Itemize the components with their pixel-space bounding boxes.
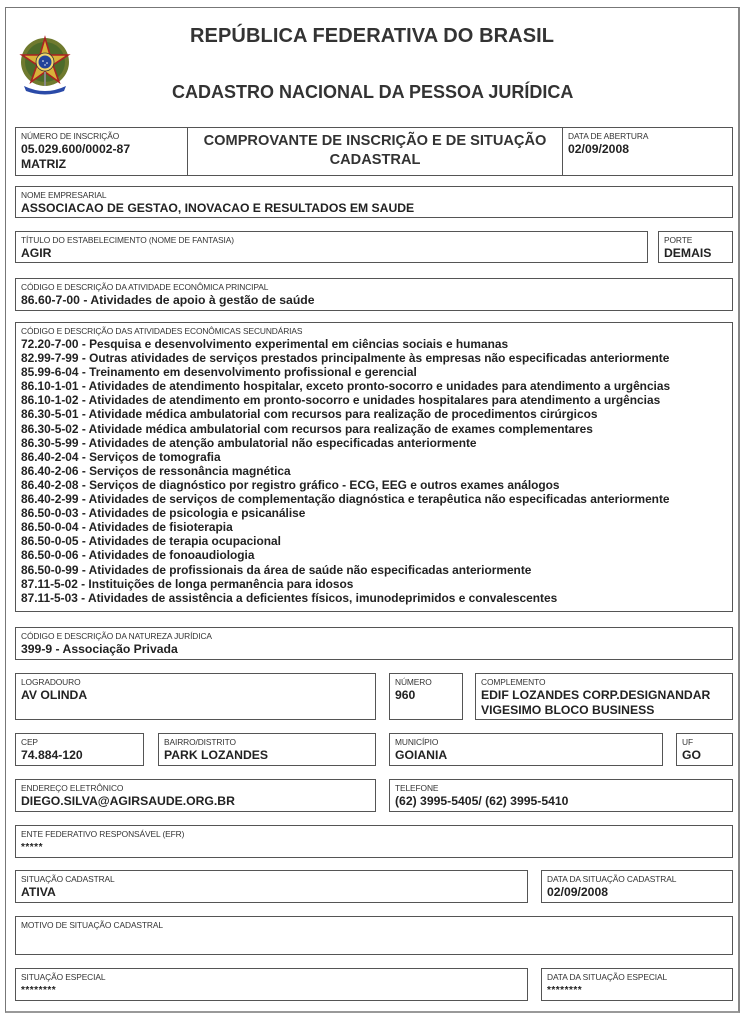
situacao-cadastral-value: ATIVA	[21, 885, 56, 899]
data-situacao-especial-box	[541, 968, 733, 1001]
natureza-juridica-value: 399-9 - Associação Privada	[21, 642, 178, 656]
list-item: 86.40-2-06 - Serviços de ressonância magnética	[21, 463, 291, 478]
titulo-value: AGIR	[21, 246, 52, 260]
complemento-line2: VIGESIMO BLOCO BUSINESS	[481, 703, 655, 717]
list-item: 72.20-7-00 - Pesquisa e desenvolvimento experimental em ciências sociais e humanas	[21, 337, 509, 351]
numero-value: 960	[395, 688, 416, 702]
atividades-secundarias-box	[15, 322, 733, 612]
email-value: DIEGO.SILVA@AGIRSAUDE.ORG.BR	[21, 794, 235, 808]
situacao-cadastral-label: SITUAÇÃO CADASTRAL	[21, 874, 115, 884]
brazil-coat-of-arms-icon	[18, 34, 72, 98]
comprovante-box	[187, 127, 563, 176]
comprovante-line1: COMPROVANTE DE INSCRIÇÃO E DE SITUAÇÃO	[203, 133, 547, 149]
natureza-juridica-label: CÓDIGO E DESCRIÇÃO DA NATUREZA JURÍDICA	[21, 631, 212, 641]
uf-value: GO	[682, 748, 701, 762]
abertura-value: 02/09/2008	[568, 142, 629, 156]
list-item: 86.10-1-01 - Atividades de atendimento hospitalar, exceto pronto-socorro e unidades para atendimento a urgências	[21, 379, 671, 394]
titulo-box	[15, 231, 648, 263]
email-box	[15, 779, 376, 812]
list-item: 86.40-2-08 - Serviços de diagnóstico por registro gráfico - ECG, EEG e outros exames análogos	[21, 477, 560, 492]
situacao-especial-label: SITUAÇÃO ESPECIAL	[21, 972, 106, 982]
data-situacao-cadastral-box	[541, 870, 733, 903]
abertura-box	[562, 127, 733, 176]
titulo-label: TÍTULO DO ESTABELECIMENTO (NOME DE FANTASIA)	[21, 235, 234, 245]
list-item: 86.50-0-05 - Atividades de terapia ocupacional	[21, 534, 281, 549]
numero-box	[389, 673, 463, 720]
nome-empresarial-value: ASSOCIACAO DE GESTAO, INOVACAO E RESULTADOS EM SAUDE	[21, 201, 415, 215]
page-title: REPÚBLICA FEDERATIVA DO BRASIL	[190, 25, 555, 47]
list-item: 86.50-0-06 - Atividades de fonoaudiologia	[21, 548, 255, 563]
porte-box	[658, 231, 733, 263]
complemento-label: COMPLEMENTO	[481, 677, 546, 687]
nome-empresarial-box	[15, 186, 733, 218]
porte-label: PORTE	[664, 235, 693, 245]
complemento-box	[475, 673, 733, 720]
list-item: 86.50-0-04 - Atividades de fisioterapia	[21, 520, 233, 535]
list-item: 86.40-2-04 - Serviços de tomografia	[21, 449, 221, 464]
atividade-principal-box	[15, 278, 733, 311]
data-situacao-cadastral-label: DATA DA SITUAÇÃO CADASTRAL	[547, 874, 677, 884]
nome-empresarial-label: NOME EMPRESARIAL	[21, 190, 107, 200]
motivo-situacao-box	[15, 916, 733, 955]
uf-label: UF	[682, 737, 693, 747]
inscricao-tipo: MATRIZ	[21, 157, 67, 171]
list-item: 86.30-5-02 - Atividade médica ambulatorial com recursos para realização de exames complementares	[21, 421, 593, 436]
situacao-cadastral-box	[15, 870, 528, 903]
situacao-especial-box	[15, 968, 528, 1001]
situacao-especial-value: ********	[21, 985, 57, 996]
comprovante-line2: CADASTRAL	[329, 152, 421, 168]
atividade-principal-label: CÓDIGO E DESCRIÇÃO DA ATIVIDADE ECONÔMICA PRINCIPAL	[21, 282, 269, 292]
cep-label: CEP	[21, 737, 38, 747]
abertura-label: DATA DE ABERTURA	[568, 131, 649, 141]
telefone-value: (62) 3995-5405/ (62) 3995-5410	[395, 794, 569, 808]
numero-label: NÚMERO	[395, 677, 432, 687]
atividade-principal-value: 86.60-7-00 - Atividades de apoio à gestão de saúde	[21, 293, 315, 307]
logradouro-value: AV OLINDA	[21, 688, 88, 702]
logradouro-label: LOGRADOURO	[21, 677, 81, 687]
page-subtitle: CADASTRO NACIONAL DA PESSOA JURÍDICA	[172, 82, 574, 102]
logradouro-box	[15, 673, 376, 720]
inscricao-box	[15, 127, 188, 176]
municipio-value: GOIANIA	[395, 748, 448, 762]
motivo-situacao-label: MOTIVO DE SITUAÇÃO CADASTRAL	[21, 920, 163, 930]
data-situacao-cadastral-value: 02/09/2008	[547, 885, 608, 899]
complemento-line1: EDIF LOZANDES CORP.DESIGNANDAR	[481, 688, 711, 702]
data-situacao-especial-value: ********	[547, 985, 583, 996]
atividades-secundarias-list	[21, 337, 670, 605]
efr-box	[15, 825, 733, 858]
list-item: 82.99-7-99 - Outras atividades de serviços prestados principalmente às empresas não especificadas anteriormente	[21, 351, 670, 366]
efr-value: *****	[21, 842, 43, 853]
data-situacao-especial-label: DATA DA SITUAÇÃO ESPECIAL	[547, 972, 668, 982]
porte-value: DEMAIS	[664, 246, 712, 260]
bairro-label: BAIRRO/DISTRITO	[164, 737, 236, 747]
inscricao-numero: 05.029.600/0002-87	[21, 142, 131, 156]
email-label: ENDEREÇO ELETRÔNICO	[21, 783, 124, 793]
municipio-box	[389, 733, 663, 766]
comprovante-title	[188, 132, 562, 170]
telefone-label: TELEFONE	[395, 783, 439, 793]
atividades-secundarias-label: CÓDIGO E DESCRIÇÃO DAS ATIVIDADES ECONÔMICAS SECUNDÁRIAS	[21, 326, 303, 336]
inscricao-label: NÚMERO DE INSCRIÇÃO	[21, 131, 120, 141]
list-item: 86.40-2-99 - Atividades de serviços de complementação diagnóstica e terapêutica não especificadas anteriormente	[21, 492, 670, 507]
bairro-box	[158, 733, 376, 766]
list-item: 86.50-0-03 - Atividades de psicologia e psicanálise	[21, 506, 306, 521]
uf-box	[676, 733, 733, 766]
bairro-value: PARK LOZANDES	[164, 748, 269, 762]
telefone-box	[389, 779, 733, 812]
list-item: 85.99-6-04 - Treinamento em desenvolvimento profissional e gerencial	[21, 365, 417, 380]
list-item: 87.11-5-03 - Atividades de assistência a deficientes físicos, imunodeprimidos e convalescentes	[21, 590, 558, 605]
list-item: 86.30-5-01 - Atividade médica ambulatorial com recursos para realização de procedimentos cirúrgicos	[21, 407, 598, 422]
list-item: 86.50-0-99 - Atividades de profissionais da área de saúde não especificadas anteriormente	[21, 562, 532, 577]
natureza-juridica-box	[15, 627, 733, 660]
list-item: 87.11-5-02 - Instituições de longa permanência para idosos	[21, 576, 354, 591]
municipio-label: MUNICÍPIO	[395, 737, 439, 747]
list-item: 86.10-1-02 - Atividades de atendimento em pronto-socorro e unidades hospitalares para atendimento a urgências	[21, 393, 661, 408]
cep-value: 74.884-120	[21, 748, 83, 762]
cep-box	[15, 733, 144, 766]
list-item: 86.30-5-99 - Atividades de atenção ambulatorial não especificadas anteriormente	[21, 435, 477, 450]
efr-label: ENTE FEDERATIVO RESPONSÁVEL (EFR)	[21, 829, 185, 839]
